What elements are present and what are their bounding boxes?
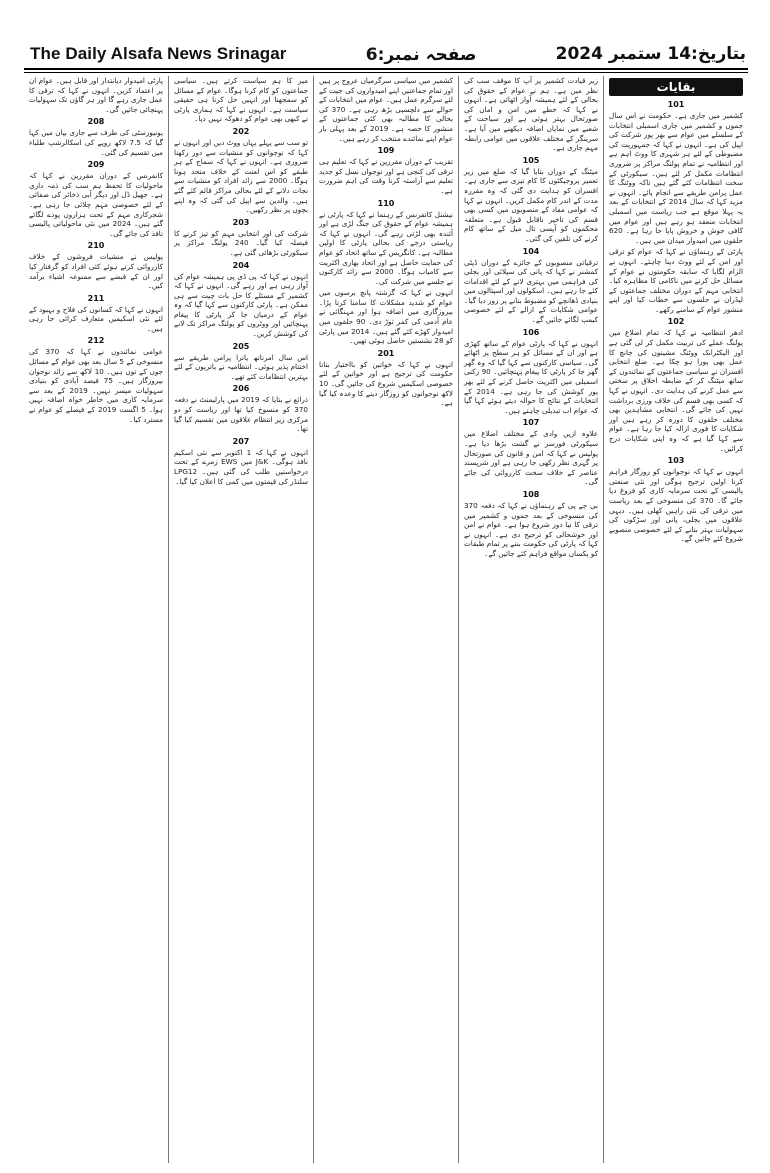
article-text: اس سال امرناتھ یاترا پرامن طریقے سے اختتام پذیر ہوئی۔ انتظامیہ نے یاتریوں کے لئے بہترین انتظامات کئے تھے۔ [174,352,308,381]
column-2 [458,76,603,1163]
article-number: 207 [232,436,250,446]
newspaper-title: The Daily Alsafa News Srinagar [30,44,287,63]
article-text: انہوں نے کہا کہ خواتین کو بااختیار بنانا حکومت کی ترجیح ہے اور خواتین کے لئے خصوصی اسکیمیں شروع کی جائیں گی۔ 10 لاکھ نوجوانوں کو روزگار دینے کا وعدہ کیا گیا ہے۔ [319,359,453,408]
article-text: انہوں نے کہا کہ پارٹی عوام کے ساتھ کھڑی ہے اور ان کے مسائل کو ہر سطح پر اٹھائے گی۔ سیاسی کارکنوں سے کہا گیا کہ وہ گھر گھر جا کر پارٹی کا پیغام پہنچائیں۔ 90 رکنی اسمبلی میں اکثریت حاصل کرنے کے لئے بھر پور کوشش کی جا رہی ہے۔ 2014 کے انتخابات کے نتائج کا حوالہ دیتے ہوئے کہا گیا کہ عوام اب تبدیلی چاہتے ہیں۔ [464,338,598,415]
issue-date: بتاریخ:14 ستمبر 2024 [555,44,746,64]
article-text: عوامی نمائندوں نے کہا کہ 370 کی منسوخی کے 5 سال بعد بھی عوام کے مسائل جوں کے توں ہیں۔ 10 لاکھ سے زائد نوجوان بیروزگار ہیں۔ 75 فیصد آبادی کو بنیادی سہولیات میسر نہیں۔ 2019 کے بعد سے سرمایہ کاری میں خاطر خواہ اضافہ نہیں ہوا۔ 5 اگست 2019 کے فیصلے کو عوام نے مسترد کیا۔ [29,347,164,424]
article-text: نیشنل کانفرنس کے رہنما نے کہا کہ پارٹی نے ہمیشہ عوام کے حقوق کی جنگ لڑی ہے اور آئندہ بھی لڑتی رہے گی۔ انہوں نے کہا کہ ریاستی درجے کی بحالی پارٹی کا اولین مطالبہ ہے۔ کانگریس کے ساتھ اتحاد کو عوام کی حمایت حاصل ہے اور اتحاد بھاری اکثریت سے کامیاب ہوگا۔ 2000 سے زائد کارکنوں نے جلسے میں شرکت کی۔ [319,209,453,286]
article-number: 105 [522,155,540,165]
article-columns [24,76,748,1163]
article-text: ادھر انتظامیہ نے کہا کہ تمام اضلاع میں پولنگ عملے کی تربیت مکمل کر لی گئی ہے اور الیکٹرانک ووٹنگ مشینوں کی جانچ کا عمل بھی پورا ہو چکا ہے۔ ضلع انتخابی افسران نے سیاسی جماعتوں کے نمائندوں کے ساتھ میٹنگ کر کے ضابطہ اخلاق پر سختی سے عمل کرنے کی ہدایت دی۔ انہوں نے کہا کہ کسی بھی قسم کی خلاف ورزی برداشت نہیں کی جائے گی۔ انتخابی مشاہدین بھی مختلف حلقوں کا دورہ کر رہے ہیں اور شکایات کا فوری ازالہ کیا جا رہا ہے۔ عوام سے کہا گیا ہے کہ وہ اپنی شکایات درج کرائیں۔ [609,328,743,453]
article-number: 103 [667,456,685,466]
article-number: 209 [87,160,105,170]
article-number: 102 [667,317,685,327]
page-number: صفحہ نمبر:6 [365,44,477,65]
article-text: تو سب سے پہلے یہاں ووٹ دیں اور انہوں نے کہا کہ نوجوانوں کو منشیات سے دور رکھنا ضروری ہے۔ انہوں نے کہا کہ سماج کے ہر طبقے کو اس لعنت کے خلاف متحد ہونا ہوگا۔ 2000 سے زائد افراد کو منشیات سے نجات دلانے کے لئے بحالی مراکز قائم کئے گئے ہیں۔ والدین سے اپیل کی گئی کہ وہ اپنے بچوں پر نظر رکھیں۔ [174,137,308,215]
article-number: 108 [522,489,540,499]
article-number: 211 [87,293,105,303]
article-text: کشمیر میں سیاسی سرگرمیاں عروج پر ہیں اور تمام جماعتیں اپنے امیدواروں کی جیت کے لئے سرگرم عمل ہیں۔ عوام میں انتخابات کے حوالے سے دلچسپی بڑھ رہی ہے۔ 370 کی بحالی کا مطالبہ بھی کئی جماعتوں کے منشور کا حصہ ہے۔ 2019 کے بعد پہلی بار عوام اپنے نمائندے منتخب کر رہے ہیں۔ [319,76,454,143]
article-text: ترقیاتی منصوبوں کے جائزے کے دوران ڈپٹی کمشنر نے کہا کہ پانی کی سپلائی اور بجلی کی فراہمی میں بہتری لانے کے لئے اقدامات کئے جا رہے ہیں۔ اسکولوں اور اسپتالوں میں بنیادی ڈھانچے کو مضبوط بنانے پر زور دیا گیا۔ عوامی شکایات کے ازالے کے لئے خصوصی کیمپ لگائے جائیں گے۔ [464,257,598,325]
column-5 [24,76,168,1163]
column-4 [168,76,313,1163]
article-number: 110 [377,198,395,208]
article-text: علاوہ ازیں وادی کے مختلف اضلاع میں سیکورٹی فورسز نے گشت بڑھا دیا ہے۔ پولیس نے کہا کہ امن و قانون کی صورتحال پر گہری نظر رکھی جا رہی ہے اور شرپسند عناصر کے خلاف سخت کارروائی کی جائے گی۔ [464,429,598,487]
column-1 [603,76,748,1163]
article-number: 201 [377,348,395,358]
article-number: 106 [522,327,540,337]
article-text: انہوں نے کہا کہ نوجوانوں کو روزگار فراہم کرنا اولین ترجیح ہوگی اور نئی صنعتی پالیسی کے تحت سرمایہ کاری کو فروغ دیا جائے گا۔ 370 کی منسوخی کے بعد ریاست میں ترقی کی نئی راہیں کھلی ہیں۔ دیہی علاقوں میں بجلی، پانی اور سڑکوں کی سہولیات بہتر بنانے کے لئے خصوصی منصوبے شروع کئے جائیں گے۔ [609,467,743,544]
article-number: 212 [87,336,105,346]
article-number: 206 [232,384,250,394]
masthead-rule-thin [24,72,748,73]
article-text: انہوں نے کہا کہ پی ڈی پی ہمیشہ عوام کی آواز رہی ہے اور رہے گی۔ انہوں نے کہا کہ کشمیر کے مسئلے کا حل بات چیت سے ہی ممکن ہے۔ پارٹی کارکنوں سے کہا گیا کہ وہ عوام کے درمیان جا کر پارٹی کا پیغام پہنچائیں اور ووٹروں کو پولنگ مراکز تک لانے کی کوشش کریں۔ [174,271,308,339]
article-number: 205 [232,341,250,351]
article-text: پارٹی امیدوار دیانتدار اور قابل ہیں۔ عوام ان پر اعتماد کریں۔ انہوں نے کہا کہ ترقی کا عمل جاری رہے گا اور ہر گاؤں تک سہولیات پہنچائی جائیں گی۔ [29,76,163,114]
article-number: 104 [522,246,540,256]
article-text: میر کا ہم سیاست کرتے ہیں۔ سیاسی جماعتوں کو کام کرنا ہوگا۔ عوام کے مسائل کو سمجھنا اور انہیں حل کرنا ہی حقیقی سیاست ہے۔ انہوں نے کہا کہ ہماری پارٹی نے کبھی بھی عوام کو دھوکہ نہیں دیا۔ [174,76,308,124]
article-text: پولیس نے منشیات فروشوں کے خلاف کارروائی کرتے ہوئے کئی افراد کو گرفتار کیا اور ان کے قبضے سے ممنوعہ اشیاء برآمد کیں۔ [29,252,163,291]
article-number: 210 [87,241,105,251]
article-text: بی جے پی کے رہنماؤں نے کہا کہ دفعہ 370 کی منسوخی کے بعد جموں و کشمیر میں ترقی کا نیا دور شروع ہوا ہے۔ عوام نے امن اور خوشحالی کو ترجیح دی ہے۔ انہوں نے کہا کہ پارٹی کی حکومت بننے پر تمام طبقات کو یکساں مواقع فراہم کئے جائیں گے۔ [464,500,598,558]
article-text: ذرائع نے بتایا کہ 2019 میں پارلیمنٹ نے دفعہ 370 کو منسوخ کیا تھا اور ریاست کو دو مرکزی زیر انتظام علاقوں میں تقسیم کیا گیا تھا۔ [174,395,309,434]
article-text: کانفرنس کے دوران مقررین نے کہا کہ ماحولیات کا تحفظ ہم سب کی ذمہ داری ہے۔ جھیل ڈل اور دیگر آبی ذخائر کی صفائی کے لئے خصوصی مہم چلائی جا رہی ہے۔ شجرکاری مہم کے تحت ہزاروں پودے لگائے گئے ہیں۔ 2024 میں نئی ماحولیاتی پالیسی نافذ کی جائے گی۔ [29,171,163,238]
masthead [30,40,746,68]
article-text: انہوں نے کہا کہ 1 اکتوبر سے نئی اسکیم نافذ ہوگی۔ J&K میں EWS زمرے کے تحت درخواستیں طلب کی گئی ہیں۔ LPG12 سلنڈر کی قیمتوں میں کمی کا اعلان کیا گیا۔ [174,447,308,486]
article-text: یونیورسٹی کی طرف سے جاری بیان میں کہا گیا کہ 7.5 لاکھ روپے کی اسکالرشپ طلباء میں تقسیم کی گئی۔ [29,128,163,157]
article-text: پارٹی کے رہنماؤں نے کہا کہ عوام کو ترقی اور امن کے لئے ووٹ دینا چاہئے۔ انہوں نے الزام لگایا کہ سابقہ حکومتوں نے عوام کے مسائل حل کرنے میں ناکامی کا مظاہرہ کیا۔ انتخابی مہم کے دوران مختلف جماعتوں کے لیڈران نے جلسوں سے خطاب کیا اور اپنے منشور عوام کے سامنے رکھے۔ [609,247,743,314]
section-banner: بقایات [609,78,743,96]
article-number: 101 [667,100,685,109]
column-3 [313,76,458,1163]
article-number: 109 [377,146,395,156]
article-text: تقریب کے دوران مقررین نے کہا کہ تعلیم ہی ترقی کی کنجی ہے اور نوجوان نسل کو جدید تعلیم سے آراستہ کرنا وقت کی اہم ضرورت ہے۔ [319,157,453,195]
article-number: 203 [232,217,250,227]
article-number: 204 [232,260,250,270]
article-number: 107 [522,418,540,428]
article-text: زیر قیادت کشمیر پر آپ کا موقف سب کی نظر میں ہے۔ ہم نے عوام کے حقوق کی بحالی کے لئے ہمیشہ آواز اٹھائی ہے۔ انہوں نے کہا کہ خطے میں امن و امان کی صورتحال بہتر ہوئی ہے اور سیاحت کے شعبے میں نمایاں اضافہ دیکھنے میں آیا ہے۔ سرینگر کے مختلف علاقوں میں عوامی رابطہ مہم جاری ہے۔ [464,76,598,153]
article-number: 202 [232,126,250,136]
article-text: کشمیر میں جاری ہے۔ حکومت نے اس سال جموں و کشمیر میں جاری اسمبلی انتخابات کے سلسلے میں عوام سے بھر پور شرکت کی اپیل کی ہے۔ انہوں نے کہا کہ جمہوریت کی مضبوطی کے لئے ہر شہری کا ووٹ اہم ہے اور انتظامیہ نے تمام پولنگ مراکز پر ضروری انتظامات مکمل کر لئے ہیں۔ سیکورٹی کے سخت انتظامات کئے گئے ہیں تاکہ ووٹنگ کا عمل پرامن طریقے سے انجام پائے۔ انہوں نے مزید کہا کہ سال 2014 کے انتخابات کے بعد یہ پہلا موقع ہے جب ریاست میں اسمبلی انتخابات منعقد ہو رہے ہیں اور عوام میں کافی جوش و خروش پایا جا رہا ہے۔ 620 حلقوں میں امیدوار میدان میں ہیں۔ [609,111,743,245]
masthead-rule [24,68,748,70]
article-text: انہوں نے کہا کہ گزشتہ پانچ برسوں میں عوام کو شدید مشکلات کا سامنا کرنا پڑا۔ بیروزگاری میں اضافہ ہوا اور مہنگائی نے عام آدمی کی کمر توڑ دی۔ 90 حلقوں میں امیدوار کھڑے کئے گئے ہیں۔ 2014 میں پارٹی کو 28 نشستیں حاصل ہوئی تھیں۔ [319,288,454,346]
article-text: انہوں نے کہا کہ کسانوں کی فلاح و بہبود کے لئے نئی اسکیمیں متعارف کرائی جا رہی ہیں۔ [29,304,163,333]
article-text: شرکت کی اور انتخابی مہم کو تیز کرنے کا فیصلہ کیا گیا۔ 240 پولنگ مراکز پر سیکورٹی بڑھائی گئی ہے۔ [174,228,308,257]
article-number: 208 [87,117,105,127]
article-text: میٹنگ کے دوران بتایا گیا کہ ضلع میں زیر تعمیر پروجیکٹوں کا کام تیزی سے جاری ہے۔ افسران کو ہدایت دی گئی کہ وہ مقررہ مدت کے اندر کام مکمل کریں۔ انہوں نے کہا کہ عوامی مفاد کے منصوبوں میں کسی بھی قسم کی تاخیر ناقابل قبول ہے۔ متعلقہ محکموں کو آپسی تال میل کے ساتھ کام کرنے کی تلقین کی گئی۔ [464,166,598,243]
